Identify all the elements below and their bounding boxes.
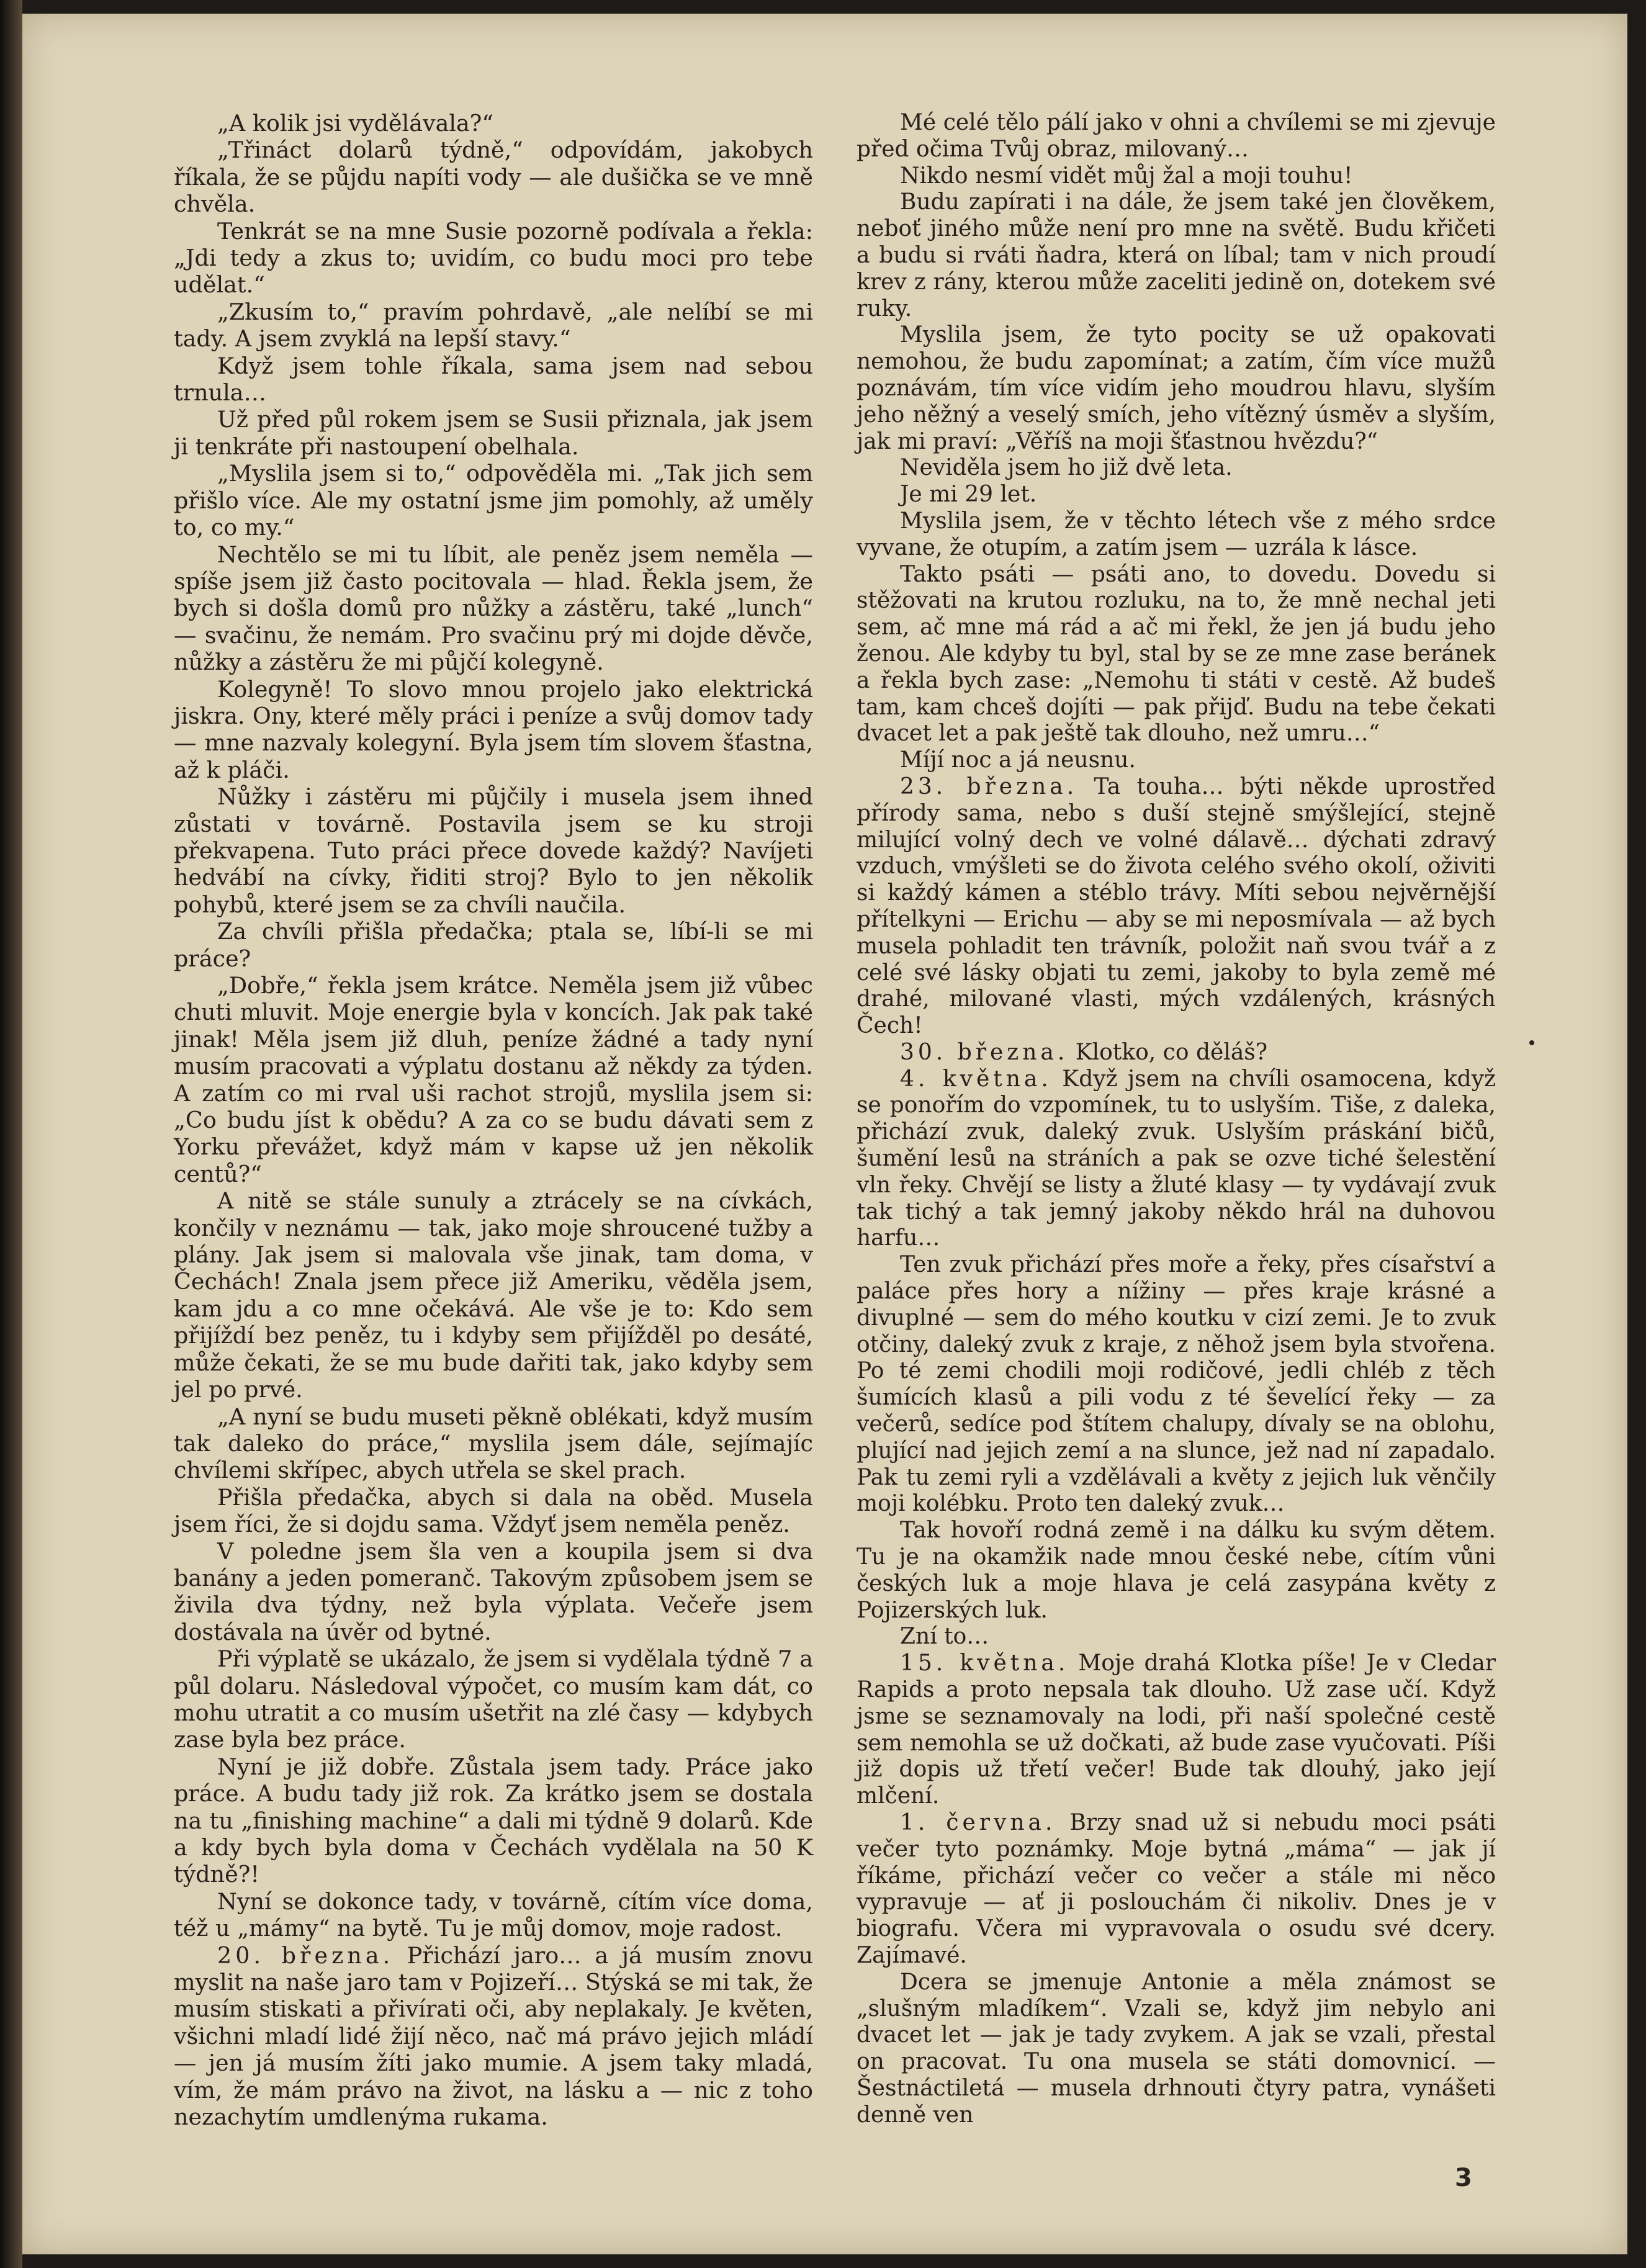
paragraph: Už před půl rokem jsem se Susii přiznala, jak jsem ji tenkráte při nastoupení obelhala. (174, 406, 813, 460)
diary-entry (857, 1040, 1496, 1066)
paragraph: Při výplatě se ukázalo, že jsem si vydělala týdně 7 a půl dolaru. Následoval výpočet, co musím kam dát, co mohu utratit a co musím ušetřit na zlé časy — kdybych zase byla bez práce. (174, 1645, 813, 1753)
entry-date: 15. května. (900, 1650, 1069, 1676)
paragraph: Budu zapírati i na dále, že jsem také jen člověkem, neboť jiného může není pro mne na světě. Budu křičeti a budu si rváti ňadra, která on líbal; tam v nich proudí krev z rány, kterou může zaceliti jedině on, dotekem své ruky. (857, 189, 1496, 322)
paragraph: Dcera se jmenuje Antonie a měla známost se „slušným mladíkem“. Vzali se, když jim nebylo ani dvacet let — jak je tady zvykem. A jak se vzali, přestal on pracovat. Tu ona musela se státi domovnicí. — Šestnáctiletá — musela drhnouti čtyry patra, vynášeti denně ven (857, 1969, 1496, 2128)
entry-date: 4. května. (900, 1066, 1052, 1092)
diary-entry (857, 774, 1496, 1040)
entry-text: Brzy snad už si nebudu moci psáti večer tyto poznámky. Moje bytná „máma“ — jak jí říkáme, přichází večer co večer a stále mi něco vypravuje — ať ji poslouchám či nikoliv. Dnes je v biografu. Včera mi vypravovala o osudu své dcery. Zajímavé. (857, 1810, 1496, 1968)
paragraph: Když jsem tohle říkala, sama jsem nad sebou trnula… (174, 352, 813, 407)
book-binding-shadow (0, 0, 22, 2268)
paragraph: Zní to… (900, 1624, 989, 1650)
page-number: 3 (1455, 2164, 1472, 2192)
paragraph: „A kolik jsi vydělávala?“ (217, 110, 494, 137)
paragraph: Neviděla jsem ho již dvě leta. (900, 455, 1233, 481)
paragraph: Nyní je již dobře. Zůstala jsem tady. Práce jako práce. A budu tady již rok. Za krátko jsem se dostala na tu „finishing machine“ a dali mi týdně 9 dolarů. Kde a kdy bych byla doma v Čechách vydělala na 50 K týdně?! (174, 1753, 813, 1888)
paragraph: Nůžky i zástěru mi půjčily i musela jsem ihned zůstati v továrně. Postavila jsem se ku stroji překvapena. Tuto práci přece dovede každý? Navíjeti hedvábí na cívky, řiditi stroj? Bylo to jen několik pohybů, které jsem se za chvíli naučila. (174, 783, 813, 918)
paragraph: Nechtělo se mi tu líbit, ale peněz jsem neměla — spíše jsem již často pocitovala — hlad. Řekla jsem, že bych si došla domů pro nůžky a zástěru, také „lunch“ — svačinu, že nemám. Pro svačinu prý mi dojde děvče, nůžky a zástěru že mi půjčí kolegyně. (174, 541, 813, 676)
entry-text: Klotko, co děláš? (1068, 1039, 1268, 1065)
right-text-column (857, 110, 1496, 2129)
paragraph: Nikdo nesmí vidět můj žal a moji touhu! (900, 163, 1353, 189)
paragraph: „Třináct dolarů týdně,“ odpovídám, jakobych říkala, že se půjdu napíti vody — ale dušička se ve mně chvěla. (174, 137, 813, 218)
paragraph: Myslila jsem, že tyto pocity se už opakovati nemohou, že budu zapomínat; a zatím, čím více mužů poznávám, tím více vidím jeho moudrou hlavu, slyším jeho něžný a veselý smích, jeho vítězný úsměv a slyším, jak mi praví: „Věříš na moji šťastnou hvězdu?“ (857, 322, 1496, 454)
paragraph: „Myslila jsem si to,“ odpověděla mi. „Tak jich sem přišlo více. Ale my ostatní jsme jim pomohly, až uměly to, co my.“ (174, 460, 813, 541)
paragraph: V poledne jsem šla ven a koupila jsem si dva banány a jeden pomeranč. Takovým způsobem jsem se živila dva týdny, než byla výplata. Večeře jsem dostávala na úvěr od bytné. (174, 1537, 813, 1645)
ink-speck (1529, 1040, 1534, 1045)
book-page (22, 14, 1627, 2254)
entry-date: 23. března. (900, 773, 1078, 799)
paragraph: Tak hovoří rodná země i na dálku ku svým dětem. Tu je na okamžik nade mnou české nebe, cítím vůni českých luk a moje hlava je celá zasypána květy z Pojizerských luk. (857, 1518, 1496, 1623)
diary-entry (857, 1810, 1496, 1969)
entry-text: Ta touha… býti někde uprostřed přírody sama, nebo s duší stejně smýšlející, stejně milující volný dech ve volné dálavě… dýchati zdravý vzduch, vmýšleti se do života celého svého okolí, oživiti si každý kámen a stéblo trávy. Míti sebou nejvěrnější přítelkyni — Erichu — aby se mi neposmívala — až bych musela pohladit ten trávník, položit naň svou tvář a z celé své lásky objati tu zemi, jakoby to byla země mé drahé, milované vlasti, mých vzdálených, krásných Čech! (857, 773, 1496, 1039)
entry-date: 20. března. (217, 1942, 394, 1969)
entry-text: Přichází jaro… a já musím znovu myslit na naše jaro tam v Pojizeří… Stýská se mi tak, že musím stiskati a přivírati oči, aby neplakaly. Je květen, všichni mladí lidé žijí něco, nač má právo jejich mládí — jen já musím žíti jako mumie. A jsem taky mladá, vím, že mám právo na život, na lásku a — nic z toho nezachytím umdlenýma rukama. (174, 1942, 813, 2131)
paragraph: Je mi 29 let. (900, 482, 1037, 508)
paragraph: Míjí noc a já neusnu. (900, 747, 1136, 773)
paragraph: „A nyní se budu museti pěkně oblékati, když musím tak daleko do práce,“ myslila jsem dále, sejímajíc chvílemi skřípec, abych utřela se skel prach. (174, 1403, 813, 1484)
entry-date: 30. března. (900, 1039, 1069, 1065)
left-text-column (174, 110, 813, 2130)
paragraph: Myslila jsem, že v těchto létech vše z mého srdce vyvane, že otupím, a zatím jsem — uzrála k lásce. (857, 508, 1496, 560)
diary-entry (857, 1066, 1496, 1253)
entry-text: Když jsem na chvíli osamocena, když se ponořím do vzpomínek, tu to uslyším. Tiše, z daleka, přichází zvuk, daleký zvuk. Uslyším práskání bičů, šumění lesů na stráních a pak se ozve tiché šelestění vln řeky. Chvějí se listy a žluté klasy — ty vydávají zvuk tak tichý a tak jemný jakoby někdo hrál na duhovou harfu… (857, 1066, 1496, 1251)
paragraph: „Zkusím to,“ pravím pohrdavě, „ale nelíbí se mi tady. A jsem zvyklá na lepší stavy.“ (174, 298, 813, 353)
paragraph: Za chvíli přišla předačka; ptala se, líbí-li se mi práce? (174, 918, 813, 972)
entry-date: 1. června. (900, 1810, 1056, 1835)
paragraph: „Dobře,“ řekla jsem krátce. Neměla jsem již vůbec chuti mluvit. Moje energie byla v koncích. Jak pak také jinak! Měla jsem již dluh, peníze žádné a tady nyní musím pracovati a výplatu dostanu až někdy za týden. A zatím co mi rval uši rachot strojů, myslila jsem si: „Co budu jíst k obědu? A za co se budu dávati sem z Yorku převážet, když mám v kapse už jen několik centů?“ (174, 972, 813, 1187)
diary-entry (174, 1942, 813, 2131)
paragraph: Kolegyně! To slovo mnou projelo jako elektrická jiskra. Ony, které měly práci i peníze a svůj domov tady — mne nazvaly kolegyní. Byla jsem tím slovem šťastna, až k pláči. (174, 675, 813, 783)
paragraph: Nyní se dokonce tady, v továrně, cítím více doma, též u „mámy“ na bytě. Tu je můj domov, moje radost. (174, 1888, 813, 1942)
paragraph: Přišla předačka, abych si dala na oběd. Musela jsem říci, že si dojdu sama. Vždyť jsem neměla peněz. (174, 1483, 813, 1538)
paragraph: Mé celé tělo pálí jako v ohni a chvílemi se mi zjevuje před očima Tvůj obraz, milovaný… (857, 110, 1496, 162)
paragraph: Ten zvuk přichází přes moře a řeky, přes císařství a paláce přes hory a nížiny — přes kraje krásné a divuplné — sem do mého koutku v cizí zemi. Je to zvuk otčiny, daleký zvuk z kraje, z něhož jsem byla stvořena. Po té zemi chodili moji rodičové, jedli chléb z těch šumících klasů a pili vodu z té ševelící řeky — za večerů, sedíce pod štítem chalupy, dívaly se na oblohu, plující nad jejich zemí a na slunce, jež nad ní zapadalo. Pak tu zemi ryli a vzdělávali a květy z jejich luk věnčily moji kolébku. Proto ten daleký zvuk… (857, 1252, 1496, 1517)
diary-entry (857, 1650, 1496, 1810)
paragraph: A nitě se stále sunuly a ztrácely se na cívkách, končily v neznámu — tak, jako moje shroucené tužby a plány. Jak jsem si malovala vše jinak, tam doma, v Čechách! Znala jsem přece již Ameriku, věděla jsem, kam jdu a co mne očekává. Ale vše je to: Kdo sem přijíždí bez peněz, tu i kdyby sem přijížděl po desáté, může čekati, že se mu bude dařiti tak, jako kdyby sem jel po prvé. (174, 1187, 813, 1403)
entry-text: Moje drahá Klotka píše! Je v Cledar Rapids a proto nepsala tak dlouho. Už zase učí. Když jsme se seznamovaly na lodi, při naší společné cestě sem nemohla se už dočkati, až bude zase vyučovati. Píši již dopis už třetí večer! Bude tak dlouhý, jako její mlčení. (857, 1650, 1496, 1809)
paragraph: Takto psáti — psáti ano, to dovedu. Dovedu si stěžovati na krutou rozluku, na to, že mně nechal jeti sem, ač mne má rád a ač mi řekl, že jen já budu jeho ženou. Ale kdyby tu byl, stal by se ze mne zase beránek a řekla bych zase: „Nemohu ti státi v cestě. Až budeš tam, kam chceš dojíti — pak přijď. Budu na tebe čekati dvacet let a pak ještě tak dlouho, než umru…“ (857, 561, 1496, 747)
paragraph: Tenkrát se na mne Susie pozorně podívala a řekla: „Jdi tedy a zkus to; uvidím, co budu moci pro tebe udělat.“ (174, 217, 813, 299)
